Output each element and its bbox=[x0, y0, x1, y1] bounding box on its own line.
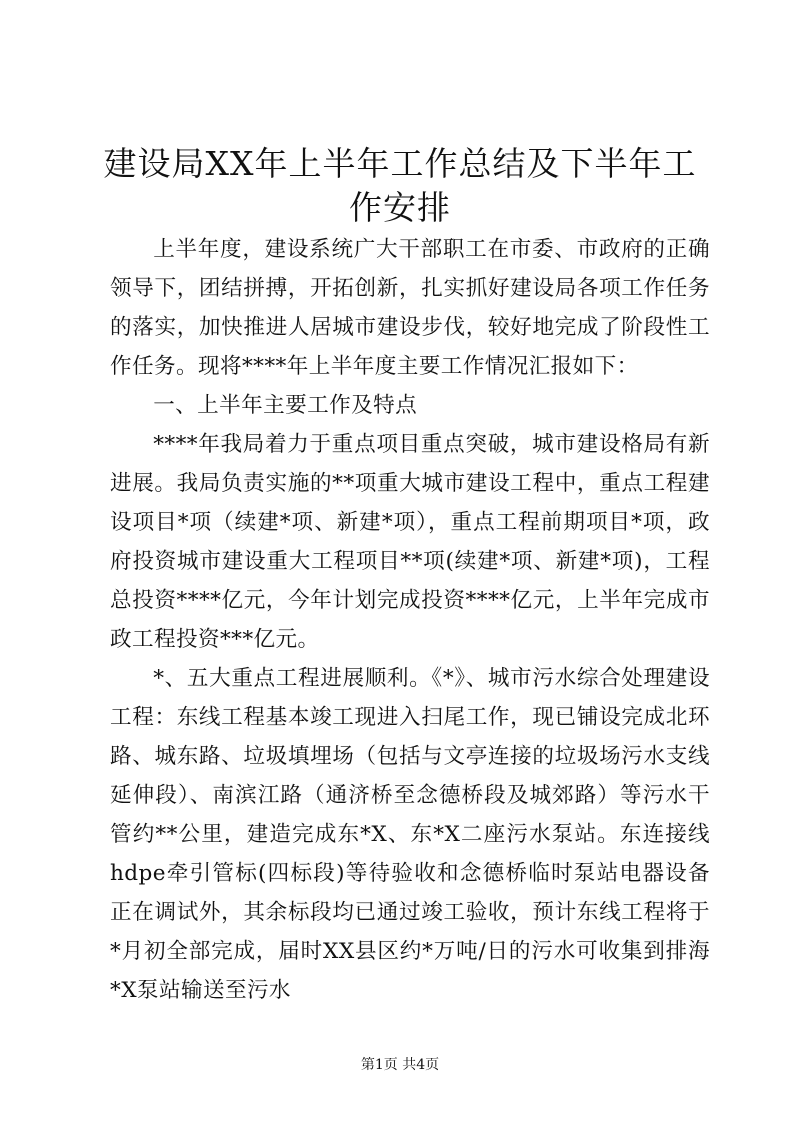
paragraph-intro: 上半年度，建设系统广大干部职工在市委、市政府的正确领导下，团结拼搏，开拓创新，扎实抓好建设局各项工作任务的落实，加快推进人居城市建设步伐，较好地完成了阶段性工作任务。现将****年上半年度主要工作情况汇报如下： bbox=[110, 237, 710, 379]
paragraph-overview: ****年我局着力于重点项目重点突破，城市建设格局有新进展。我局负责实施的**项重大城市建设工程中，重点工程建设项目*项（续建*项、新建*项），重点工程前期项目*项，政府投资城市建设重大工程项目**项(续建*项、新建*项)，工程总投资****亿元，今年计划完成投资****亿元，上半年完成市政工程投资***亿元。 bbox=[110, 432, 710, 652]
section-heading: 一、上半年主要工作及特点 bbox=[153, 393, 418, 418]
page-footer: 第1页 共4页 bbox=[360, 1057, 440, 1073]
paragraph-key-projects: *、五大重点工程进展顺利。《*》、城市污水综合处理建设工程：东线工程基本竣工现进入扫尾工作，现已铺设完成北环路、城东路、垃圾填埋场（包括与文亭连接的垃圾场污水支线延伸段）、南滨江路（通济桥至念德桥段及城郊路）等污水干管约**公里，建造完成东*X、东*X二座污水泵站。东连接线hdpe牵引管标(四标段)等待验收和念德桥临时泵站电器设备正在调试外，其余标段均已通过竣工验收，预计东线工程将于*月初全部完成，届时XX县区约*万吨/日的污水可收集到排海*X泵站输送至污水 bbox=[110, 666, 710, 1003]
document-title: 建设局XX年上半年工作总结及下半年工作安排 bbox=[103, 144, 697, 227]
document-body bbox=[110, 230, 710, 1010]
